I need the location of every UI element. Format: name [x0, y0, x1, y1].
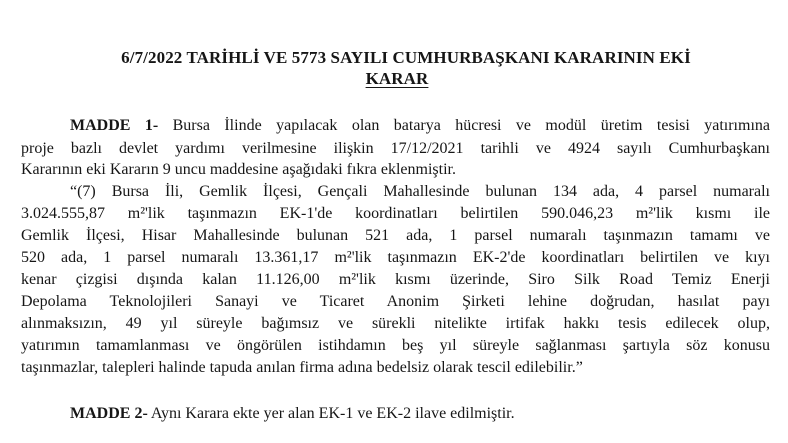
- fikra-line-9: taşınmazlar, talepleri halinde tapuda anılan firma adına bedelsiz olarak tescil edilebilir.”: [21, 359, 583, 376]
- karar-heading: KARAR: [365, 69, 429, 88]
- madde1-line-2: proje bazlı devlet yardımı verilmesine ilişkin 17/12/2021 tarihli ve 4924 sayılı Cumhurbaşkanı: [21, 140, 770, 157]
- madde2-text: Aynı Karara ekte yer alan EK-1 ve EK-2 ilave edilmiştir.: [150, 405, 515, 422]
- fikra-line-2: 3.024.555,87 m²'lik taşınmazın EK-1'de koordinatları belirtilen 590.046,23 m²'lik kısmı ile: [21, 205, 770, 222]
- madde2-label: MADDE 2-: [70, 405, 148, 422]
- madde2-line: [70, 404, 515, 424]
- document-subtitle: [3, 69, 788, 89]
- fikra-line-8: yatırımın tamamlanması ve öngörülen istihdamın beş yıl süreyle sağlanması şartıyla söz konusu: [21, 337, 770, 354]
- fikra-line-4: 520 ada, 1 parsel numaralı 13.361,17 m²'lik taşınmazın EK-2'de koordinatları belirtilen ve kıyı: [21, 249, 770, 266]
- fikra-line-6: Depolama Teknolojileri Sanayi ve Ticaret Anonim Şirketi lehine doğrudan, hasılat payı: [21, 293, 770, 310]
- madde1-label: MADDE 1-: [70, 117, 159, 134]
- fikra-line-7: alınmaksızın, 49 yıl süreyle bağımsız ve sürekli nitelikte irtifak hakkı tesis edilecek olup,: [21, 315, 770, 332]
- madde1-line-1: [70, 116, 770, 136]
- fikra-line-5: kenar çizgisi dışında kalan 11.126,00 m²'lik kısmı üzerinde, Siro Silk Road Temiz Enerji: [21, 271, 770, 288]
- fikra-line-3: Gemlik İlçesi, Hisar Mahallesinde bulunan 521 ada, 1 parsel numaralı taşınmazın tamamı ve: [21, 227, 770, 244]
- fikra-line-1: “(7) Bursa İli, Gemlik İlçesi, Gençali Mahallesinde bulunan 134 ada, 4 parsel numaralı: [70, 183, 770, 200]
- madde1-line-1-text: Bursa İlinde yapılacak olan batarya hücresi ve modül üretim tesisi yatırımına: [172, 117, 770, 134]
- madde1-line-3: Kararının eki Kararın 9 uncu maddesine aşağıdaki fıkra eklenmiştir.: [21, 161, 456, 178]
- document-title: 6/7/2022 TARİHLİ VE 5773 SAYILI CUMHURBAŞKANI KARARININ EKİ: [121, 48, 691, 67]
